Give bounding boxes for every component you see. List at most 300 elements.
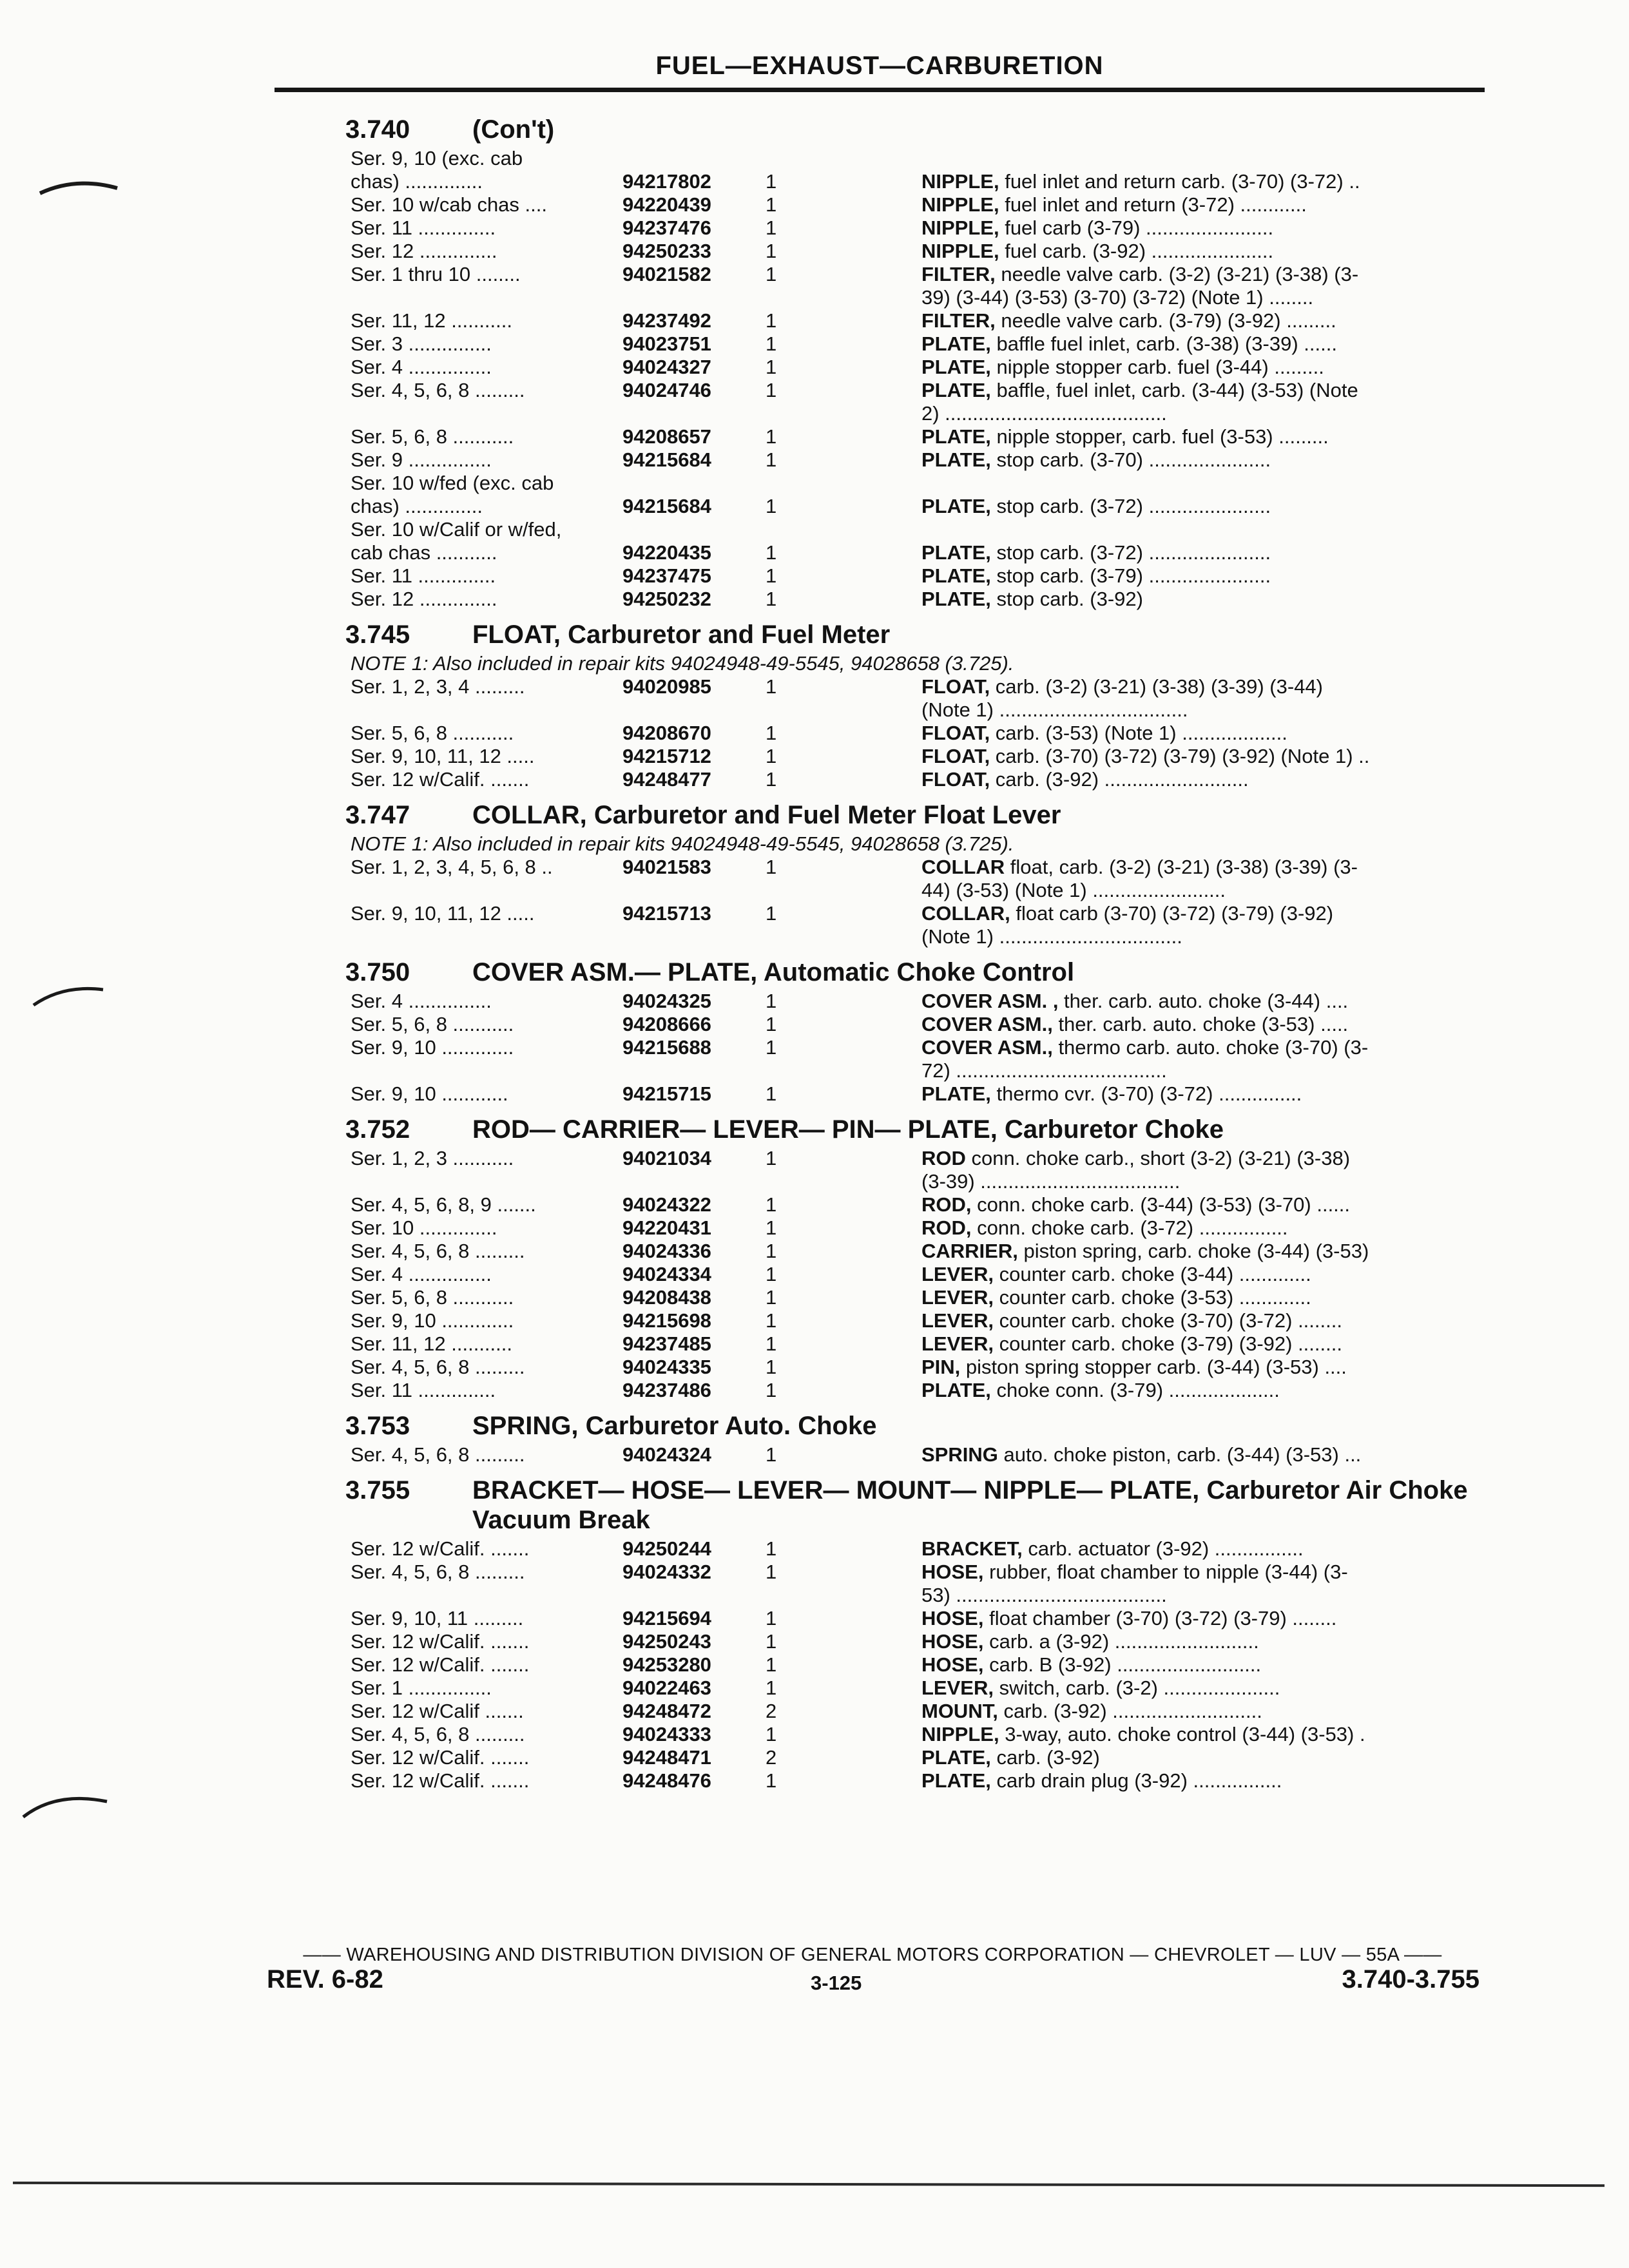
part-number: 94248471 [622, 1746, 711, 1769]
part-detail: stop carb. (3-70) ...................... [990, 448, 1271, 471]
part-number: 94023751 [622, 332, 711, 355]
part-detail: carb. (3-70) (3-72) (3-79) (3-92) (Note 1) .. [990, 745, 1370, 767]
part-description [921, 1309, 1467, 1332]
section-heading [345, 800, 1492, 830]
punch-mark-3 [21, 1785, 111, 1823]
quantity: 1 [766, 768, 777, 791]
part-name: PLATE, [921, 1379, 991, 1401]
serial-applicability: Ser. 4, 5, 6, 8 ......... [351, 379, 525, 401]
part-number: 94022463 [622, 1677, 711, 1699]
parts-row [345, 1332, 1492, 1356]
quantity: 1 [766, 902, 777, 925]
quantity: 1 [766, 722, 777, 744]
part-number: 94220435 [622, 541, 711, 564]
part-name: PLATE, [921, 588, 991, 610]
part-description [921, 1082, 1467, 1106]
serial-applicability: Ser. 1 thru 10 ........ [351, 263, 521, 285]
parts-row [345, 722, 1492, 745]
part-description [921, 1263, 1467, 1286]
part-number: 94024325 [622, 990, 711, 1012]
part-number: 94217802 [622, 170, 711, 193]
parts-row [345, 193, 1492, 216]
part-name: FLOAT, [921, 745, 990, 767]
section-number: 3.755 [345, 1476, 410, 1504]
serial-applicability: Ser. 11, 12 ........... [351, 309, 512, 332]
parts-row [345, 170, 1492, 193]
part-number: 94021583 [622, 856, 711, 878]
part-name: HOSE, [921, 1607, 984, 1629]
parts-row [345, 1443, 1492, 1466]
part-name: PLATE, [921, 425, 991, 448]
part-name: PLATE, [921, 1082, 991, 1105]
serial-applicability: Ser. 10 w/cab chas .... [351, 193, 547, 216]
part-description [921, 332, 1467, 356]
part-description [921, 240, 1467, 263]
part-detail: carb. (3-53) (Note 1) ................... [990, 722, 1287, 744]
part-detail: fuel inlet and return carb. (3-70) (3-72) .. [999, 170, 1360, 193]
section-heading [345, 957, 1492, 987]
part-number: 94215694 [622, 1607, 711, 1629]
part-description [921, 1216, 1467, 1240]
part-description [921, 425, 1467, 448]
part-description [921, 1769, 1467, 1792]
part-number: 94021034 [622, 1147, 711, 1169]
parts-row [345, 332, 1492, 356]
parts-row [345, 1286, 1492, 1309]
part-number: 94250244 [622, 1537, 711, 1560]
part-description [921, 1356, 1467, 1379]
parts-row [345, 1537, 1492, 1561]
part-description [921, 216, 1467, 240]
parts-row [345, 1309, 1492, 1332]
part-name: FILTER, [921, 263, 996, 285]
part-description [921, 1013, 1467, 1036]
part-detail: piston spring stopper carb. (3-44) (3-53) .... [960, 1356, 1347, 1378]
part-detail: stop carb. (3-72) ...................... [990, 495, 1271, 517]
part-number: 94024333 [622, 1723, 711, 1745]
parts-row [345, 1240, 1492, 1263]
part-description [921, 1193, 1467, 1216]
serial-applicability: Ser. 12 w/Calif. ....... [351, 768, 530, 791]
parts-row [345, 1746, 1492, 1769]
quantity: 2 [766, 1700, 777, 1722]
parts-row [345, 902, 1492, 948]
part-name: BRACKET, [921, 1537, 1023, 1560]
header-rule [275, 88, 1485, 92]
part-name: SPRING [921, 1443, 998, 1466]
serial-applicability: Ser. 4 ............... [351, 1263, 492, 1285]
part-description [921, 768, 1467, 791]
part-number: 94215712 [622, 745, 711, 767]
part-detail: carb. actuator (3-92) ................ [1022, 1537, 1304, 1560]
parts-row [345, 564, 1492, 588]
part-description [921, 990, 1467, 1013]
quantity: 1 [766, 1607, 777, 1629]
punch-mark-2 [31, 979, 108, 1012]
part-detail: ther. carb. auto. choke (3-44) .... [1058, 990, 1349, 1012]
serial-applicability: Ser. 9, 10 ............. [351, 1309, 514, 1332]
quantity: 1 [766, 216, 777, 239]
parts-row [345, 1630, 1492, 1653]
parts-row [345, 1013, 1492, 1036]
serial-applicability: Ser. 5, 6, 8 ........... [351, 722, 514, 744]
part-number: 94215684 [622, 495, 711, 517]
part-name: LEVER, [921, 1286, 994, 1309]
parts-row [345, 495, 1492, 518]
part-description [921, 902, 1467, 948]
part-name: LEVER, [921, 1677, 994, 1699]
quantity: 2 [766, 1746, 777, 1769]
part-number: 94250233 [622, 240, 711, 262]
serial-applicability: Ser. 12 w/Calif ....... [351, 1700, 524, 1722]
part-detail: thermo cvr. (3-70) (3-72) ............... [990, 1082, 1302, 1105]
quantity: 1 [766, 425, 777, 448]
part-description [921, 147, 1467, 170]
part-description [921, 193, 1467, 216]
parts-row [345, 1263, 1492, 1286]
part-detail: conn. choke carb., short (3-2) (3-21) (3-38) (3-39) .................................... [921, 1147, 1351, 1193]
part-number [622, 147, 760, 170]
part-description [921, 356, 1467, 379]
parts-row [345, 1036, 1492, 1082]
part-name: NIPPLE, [921, 216, 999, 239]
part-number: 94220431 [622, 1216, 711, 1239]
part-description [921, 448, 1467, 472]
part-description [921, 1607, 1467, 1630]
section-title: BRACKET— HOSE— LEVER— MOUNT— NIPPLE— PLATE, Carburetor Air Choke Vacuum Break [472, 1476, 1468, 1534]
quantity: 1 [766, 1379, 777, 1401]
part-description [921, 379, 1467, 425]
section-title: SPRING, Carburetor Auto. Choke [472, 1412, 877, 1440]
quantity: 1 [766, 1723, 777, 1745]
part-description [921, 675, 1467, 722]
page-header: FUEL—EXHAUST—CARBURETION [655, 52, 1104, 80]
part-name: PLATE, [921, 1746, 991, 1769]
section-number: 3.752 [345, 1115, 410, 1144]
quantity: 1 [766, 495, 777, 517]
quantity: 1 [766, 193, 777, 216]
part-name: CARRIER, [921, 1240, 1018, 1262]
parts-row [345, 147, 1492, 170]
parts-row [345, 1723, 1492, 1746]
part-number [622, 518, 760, 541]
part-number: 94215688 [622, 1036, 711, 1059]
quantity: 1 [766, 1309, 777, 1332]
section-title: COLLAR, Carburetor and Fuel Meter Float Lever [472, 801, 1061, 829]
quantity: 1 [766, 1082, 777, 1105]
part-number: 94024335 [622, 1356, 711, 1378]
quantity: 1 [766, 170, 777, 193]
parts-row [345, 1356, 1492, 1379]
serial-applicability: Ser. 1, 2, 3 ........... [351, 1147, 514, 1169]
part-number: 94250243 [622, 1630, 711, 1653]
part-name: PLATE, [921, 332, 991, 355]
serial-applicability: Ser. 10 w/fed (exc. cab [351, 472, 554, 494]
serial-applicability: chas) .............. [351, 495, 483, 517]
serial-applicability: Ser. 5, 6, 8 ........... [351, 1013, 514, 1035]
part-detail: thermo carb. auto. choke (3-70) (3- 72) ...................................... [921, 1036, 1369, 1082]
parts-row [345, 1216, 1492, 1240]
part-description [921, 745, 1467, 768]
part-detail: carb. (3-92) .......................... [990, 768, 1249, 791]
section-heading [345, 1475, 1492, 1535]
serial-applicability: Ser. 11 .............. [351, 216, 496, 239]
quantity: 1 [766, 1653, 777, 1676]
part-description [921, 518, 1467, 541]
serial-applicability: Ser. 4, 5, 6, 8 ......... [351, 1356, 525, 1378]
part-name: COLLAR, [921, 902, 1010, 925]
serial-applicability: Ser. 12 .............. [351, 240, 497, 262]
parts-row [345, 1082, 1492, 1106]
serial-applicability: Ser. 1 ............... [351, 1677, 492, 1699]
parts-row [345, 356, 1492, 379]
part-number: 94250232 [622, 588, 711, 610]
part-name: LEVER, [921, 1332, 994, 1355]
quantity: 1 [766, 1147, 777, 1169]
section-title: ROD— CARRIER— LEVER— PIN— PLATE, Carburetor Choke [472, 1115, 1224, 1144]
parts-row [345, 768, 1492, 791]
serial-applicability: Ser. 12 w/Calif. ....... [351, 1537, 530, 1560]
footer-revision: REV. 6-82 [267, 1965, 383, 1994]
serial-applicability: Ser. 10 .............. [351, 1216, 497, 1239]
parts-row [345, 745, 1492, 768]
part-detail: 3-way, auto. choke control (3-44) (3-53) . [999, 1723, 1365, 1745]
part-name: PLATE, [921, 1769, 991, 1792]
parts-row [345, 216, 1492, 240]
quantity [760, 518, 921, 541]
quantity: 1 [766, 541, 777, 564]
section-number: 3.753 [345, 1412, 410, 1440]
part-number: 94253280 [622, 1653, 711, 1676]
part-number: 94215684 [622, 448, 711, 471]
part-description [921, 495, 1467, 518]
part-detail: baffle fuel inlet, carb. (3-38) (3-39) ...... [990, 332, 1337, 355]
part-detail: stop carb. (3-79) ...................... [990, 564, 1271, 587]
serial-applicability: Ser. 4 ............... [351, 356, 492, 378]
part-description [921, 1677, 1467, 1700]
parts-row [345, 541, 1492, 564]
part-number: 94024746 [622, 379, 711, 401]
section-heading [345, 115, 1492, 144]
part-number: 94215713 [622, 902, 711, 925]
part-detail: counter carb. choke (3-53) ............. [993, 1286, 1311, 1309]
part-detail: auto. choke piston, carb. (3-44) (3-53) ... [998, 1443, 1362, 1466]
serial-applicability: Ser. 11, 12 ........... [351, 1332, 512, 1355]
parts-row [345, 448, 1492, 472]
part-name: FLOAT, [921, 722, 990, 744]
part-description [921, 1537, 1467, 1561]
parts-row [345, 675, 1492, 722]
part-detail: ther. carb. auto. choke (3-53) ..... [1052, 1013, 1349, 1035]
quantity: 1 [766, 1677, 777, 1699]
serial-applicability: Ser. 9, 10, 11 ......... [351, 1607, 524, 1629]
part-name: COVER ASM. , [921, 990, 1059, 1012]
part-name: COVER ASM., [921, 1013, 1053, 1035]
part-number: 94237476 [622, 216, 711, 239]
quantity [760, 147, 921, 170]
part-name: PLATE, [921, 495, 991, 517]
section-note: NOTE 1: Also included in repair kits 94024948-49-5545, 94028658 (3.725). [351, 832, 1014, 855]
part-detail: carb. (3-92) [990, 1746, 1100, 1769]
part-detail: carb. (3-92) ........................... [998, 1700, 1262, 1722]
part-number: 94248472 [622, 1700, 711, 1722]
part-number: 94024322 [622, 1193, 711, 1216]
part-name: ROD [921, 1147, 966, 1169]
part-description [921, 1723, 1467, 1746]
part-name: HOSE, [921, 1653, 984, 1676]
part-detail: choke conn. (3-79) .................... [990, 1379, 1280, 1401]
part-number: 94024334 [622, 1263, 711, 1285]
part-number: 94248476 [622, 1769, 711, 1792]
section-heading [345, 1411, 1492, 1441]
part-name: NIPPLE, [921, 170, 999, 193]
part-detail: conn. choke carb. (3-44) (3-53) (3-70) ...... [971, 1193, 1351, 1216]
quantity: 1 [766, 1769, 777, 1792]
part-name: HOSE, [921, 1561, 984, 1583]
quantity: 1 [766, 1216, 777, 1239]
part-name: PLATE, [921, 564, 991, 587]
serial-applicability: Ser. 4, 5, 6, 8 ......... [351, 1240, 525, 1262]
serial-applicability: Ser. 11 .............. [351, 564, 496, 587]
quantity: 1 [766, 263, 777, 285]
part-detail: fuel inlet and return (3-72) ............ [999, 193, 1307, 216]
section-heading [345, 1115, 1492, 1144]
part-detail: carb drain plug (3-92) ................ [990, 1769, 1282, 1792]
part-detail: piston spring, carb. choke (3-44) (3-53) [1017, 1240, 1369, 1262]
serial-applicability: Ser. 9, 10, 11, 12 ..... [351, 745, 535, 767]
quantity: 1 [766, 1263, 777, 1285]
part-detail: needle valve carb. (3-2) (3-21) (3-38) (3- 39) (3-44) (3-53) (3-70) (3-72) (Note 1) ........ [921, 263, 1359, 309]
serial-applicability: Ser. 10 w/Calif or w/fed, [351, 518, 562, 541]
part-name: COLLAR [921, 856, 1005, 878]
quantity: 1 [766, 1193, 777, 1216]
part-description [921, 1443, 1467, 1466]
part-detail: counter carb. choke (3-79) (3-92) ........ [993, 1332, 1342, 1355]
part-name: PLATE, [921, 379, 991, 401]
punch-mark-1 [37, 174, 121, 200]
parts-row [345, 518, 1492, 541]
serial-applicability: Ser. 11 .............. [351, 1379, 496, 1401]
section-number: 3.750 [345, 958, 410, 986]
quantity: 1 [766, 379, 777, 401]
quantity: 1 [766, 1630, 777, 1653]
part-number: 94237475 [622, 564, 711, 587]
parts-row [345, 309, 1492, 332]
quantity: 1 [766, 448, 777, 471]
part-number: 94220439 [622, 193, 711, 216]
serial-applicability: Ser. 9, 10 ............ [351, 1082, 508, 1105]
part-description [921, 1286, 1467, 1309]
footer-range: 3.740-3.755 [1342, 1965, 1480, 1994]
serial-applicability: Ser. 9, 10 ............. [351, 1036, 514, 1059]
parts-row [345, 379, 1492, 425]
part-detail: counter carb. choke (3-70) (3-72) ........ [993, 1309, 1342, 1332]
part-description [921, 588, 1467, 611]
part-name: ROD, [921, 1216, 972, 1239]
part-description [921, 1332, 1467, 1356]
part-description [921, 1036, 1467, 1082]
part-number: 94237485 [622, 1332, 711, 1355]
part-name: LEVER, [921, 1263, 994, 1285]
parts-row [345, 588, 1492, 611]
part-detail: switch, carb. (3-2) ..................... [993, 1677, 1280, 1699]
bottom-rule [13, 2182, 1605, 2187]
parts-row [345, 472, 1492, 495]
section-note: NOTE 1: Also included in repair kits 94024948-49-5545, 94028658 (3.725). [351, 652, 1014, 675]
quantity: 1 [766, 356, 777, 378]
quantity: 1 [766, 309, 777, 332]
part-detail: nipple stopper carb. fuel (3-44) ......... [990, 356, 1324, 378]
quantity: 1 [766, 332, 777, 355]
part-name: COVER ASM., [921, 1036, 1053, 1059]
quantity: 1 [766, 588, 777, 610]
part-number [622, 472, 760, 495]
part-detail: float chamber (3-70) (3-72) (3-79) ........ [983, 1607, 1337, 1629]
part-name: HOSE, [921, 1630, 984, 1653]
part-detail: fuel carb (3-79) ....................... [999, 216, 1274, 239]
part-description [921, 1561, 1467, 1607]
part-description [921, 541, 1467, 564]
parts-row [345, 263, 1492, 309]
part-number: 94208666 [622, 1013, 711, 1035]
serial-applicability: Ser. 12 w/Calif. ....... [351, 1746, 530, 1769]
serial-applicability: Ser. 1, 2, 3, 4, 5, 6, 8 .. [351, 856, 553, 878]
part-description [921, 263, 1467, 309]
quantity: 1 [766, 856, 777, 878]
part-description [921, 856, 1467, 902]
serial-applicability: Ser. 4 ............... [351, 990, 492, 1012]
parts-row [345, 1653, 1492, 1677]
part-description [921, 1653, 1467, 1677]
part-number: 94248477 [622, 768, 711, 791]
part-detail: carb. (3-2) (3-21) (3-38) (3-39) (3-44) (Note 1) .................................. [921, 675, 1324, 721]
serial-applicability: cab chas ........... [351, 541, 497, 564]
quantity: 1 [766, 1286, 777, 1309]
section-number: 3.740 [345, 115, 410, 144]
part-description [921, 1147, 1467, 1193]
part-description [921, 170, 1467, 193]
part-number: 94021582 [622, 263, 711, 285]
section-title: COVER ASM.— PLATE, Automatic Choke Control [472, 958, 1075, 986]
part-number: 94024332 [622, 1561, 711, 1583]
part-name: NIPPLE, [921, 240, 999, 262]
quantity: 1 [766, 1356, 777, 1378]
parts-row [345, 425, 1492, 448]
part-detail: baffle, fuel inlet, carb. (3-44) (3-53) (Note 2) ........................................ [921, 379, 1358, 425]
serial-applicability: Ser. 1, 2, 3, 4 ......... [351, 675, 525, 698]
part-detail: counter carb. choke (3-44) ............. [993, 1263, 1311, 1285]
part-detail: carb. a (3-92) .......................... [983, 1630, 1259, 1653]
footer-division-line: —— WAREHOUSING AND DISTRIBUTION DIVISION OF GENERAL MOTORS CORPORATION — CHEVROLET — LUV — 55A —— [303, 1945, 1442, 1965]
parts-row [345, 990, 1492, 1013]
part-name: PIN, [921, 1356, 961, 1378]
part-number: 94215715 [622, 1082, 711, 1105]
part-number: 94208670 [622, 722, 711, 744]
quantity: 1 [766, 1013, 777, 1035]
quantity: 1 [766, 564, 777, 587]
parts-row [345, 1379, 1492, 1402]
part-name: NIPPLE, [921, 193, 999, 216]
quantity [760, 472, 921, 495]
part-description [921, 1630, 1467, 1653]
serial-applicability: Ser. 12 .............. [351, 588, 497, 610]
part-name: NIPPLE, [921, 1723, 999, 1745]
part-name: FLOAT, [921, 675, 990, 698]
quantity: 1 [766, 1537, 777, 1560]
section-title: FLOAT, Carburetor and Fuel Meter [472, 620, 891, 649]
parts-list [345, 106, 1492, 1792]
serial-applicability: Ser. 4, 5, 6, 8, 9 ....... [351, 1193, 536, 1216]
